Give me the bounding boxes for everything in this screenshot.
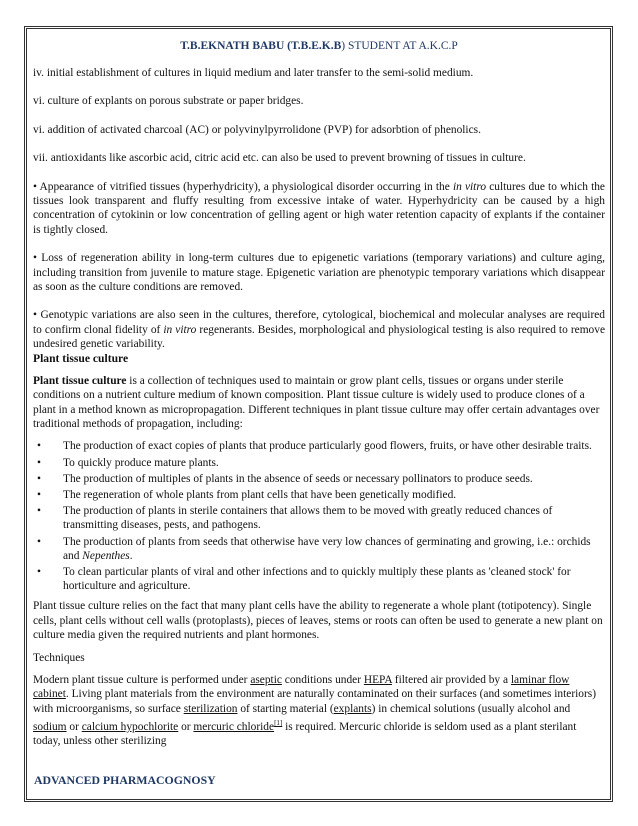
genotypic-paragraph: • Genotypic variations are also seen in the cultures, therefore, cytological, biochemical and molecular analyses are required to confirm clonal fidelity of in vitro regenerants. Besides, morphological and physiological testing is also required to remove undesired genetic variability. [33,309,605,351]
link-sterilization[interactable]: sterilization [183,702,238,715]
method-item-3: vi. addition of activated charcoal (AC) or polyvinylpyrrolidone (PVP) for adsorbtion of phenolics. [33,123,481,136]
modern-paragraph: Modern plant tissue culture is performed under aseptic conditions under HEPA filtered air provided by a laminar flow cabinet. Living plant materials from the environment are naturally contaminated on their surfaces (and sometimes interiors) with microorganisms, so surface sterilization of starting material (explants) in chemical solutions (usually alcohol and sodium or calcium hypochlorite or mercuric chloride[1] is required. Mercuric chloride is seldom used as a plant sterilant today, unless other sterilizing [33,673,597,748]
link-laminar-flow-cabinet[interactable]: laminar flow cabinet [33,673,570,701]
method-item-4: vii. antioxidants like ascorbic acid, citric acid etc. can also be used to prevent browning of tissues in culture. [33,152,526,165]
link-aseptic[interactable]: aseptic [250,673,282,686]
regeneration-paragraph: • Loss of regeneration ability in long-term cultures due to epigenetic variations (temporary variations) and culture aging, including transition from juvenile to mature stage. Epigenetic variation are phenotypic temporary variations which disappear as soon as the culture conditions are removed. [33,252,605,294]
link-explants[interactable]: explants [333,702,372,715]
list-item: • To clean particular plants of viral and other infections and to quickly multiply these plants as 'cleaned stock' for horticulture and agriculture. [63,565,605,593]
list-item: • The production of plants in sterile containers that allows them to be moved with greatly reduced chances of transmitting diseases, pests, and pathogens. [63,504,605,532]
link-hepa[interactable]: HEPA [363,673,392,686]
list-item: • To quickly produce mature plants. [63,456,605,470]
intro-paragraph: Plant tissue culture is a collection of techniques used to maintain or grow plant cells, tissues or organs under sterile conditions on a nutrient culture medium of known composition. Plant tissue culture is widely used to produce clones of a plant in a method known as micropropagation. Different techniques in plant tissue culture may offer certain advantages over traditional methods of propagation, including: [33,374,600,430]
intro-term: Plant tissue culture [33,374,127,387]
vitrified-paragraph: • Appearance of vitrified tissues (hyperhydricity), a physiological disorder occurring in the in vitro cultures due to which the tissues look transparent and fluffy resulting from excessive intake of water. Hyperhydricity can be caused by a high concentration of cytokinin or low concentration of gelling agent or high water retention capacity of explants if the container is tightly closed. [33,180,605,236]
header-suffix: ) STUDENT AT A.K.C.P [341,40,458,52]
list-item: • The production of plants from seeds that otherwise have very low chances of germinating and growing, i.e.: orchids and Nepenthes. [63,535,605,563]
list-item: • The regeneration of whole plants from plant cells that have been genetically modified. [63,488,605,502]
header-author: T.B.EKNATH BABU (T.B.E.K.B [180,40,342,52]
document-body [33,40,605,749]
link-calcium-hypochlorite[interactable]: calcium hypochlorite [81,720,179,733]
list-item: • The production of multiples of plants in the absence of seeds or necessary pollinators to produce seeds. [63,472,605,486]
totipotency-paragraph: Plant tissue culture relies on the fact that many plant cells have the ability to regenerate a whole plant (totipotency). Single cells, plant cells without cell walls (protoplasts), pieces of leaves, stems or roots can often be used to generate a new plant on culture media given the required nutrients and plant hormones. [33,600,603,642]
list-item: • The production of exact copies of plants that produce particularly good flowers, fruits, or have other desirable traits. [63,439,605,453]
techniques-heading: Techniques [33,651,85,664]
citation-1[interactable]: [1] [274,719,283,728]
link-mercuric-chloride[interactable]: mercuric chloride [193,720,275,733]
advantages-list [33,439,605,593]
page-header [33,40,605,52]
method-item-2: vi. culture of explants on porous substrate or paper bridges. [33,95,304,108]
page-footer: ADVANCED PHARMACOGNOSY [34,773,216,787]
section-heading-plant-tissue-culture: Plant tissue culture [33,351,129,365]
method-item-1: iv. initial establishment of cultures in liquid medium and later transfer to the semi-solid medium. [33,67,474,79]
link-sodium[interactable]: sodium [33,720,67,733]
